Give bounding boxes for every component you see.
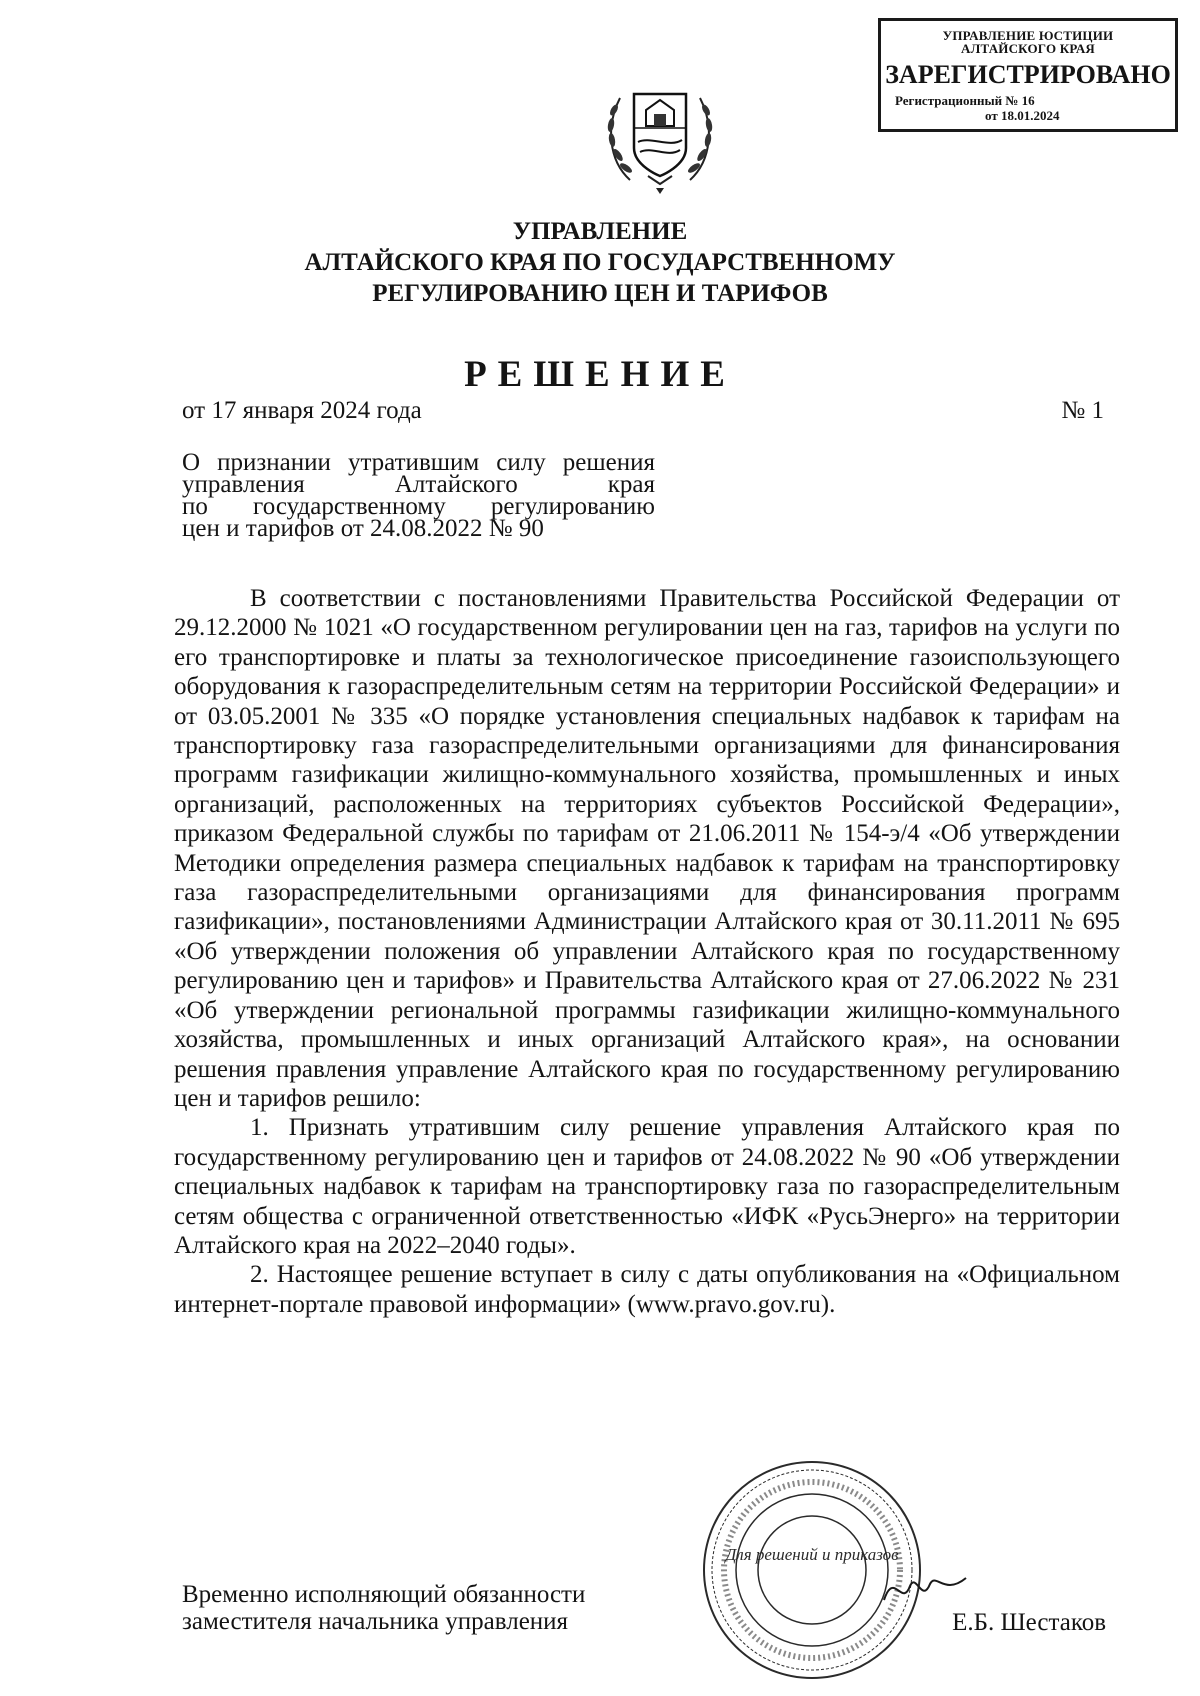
subject-line-4: цен и тарифов от 24.08.2022 № 90 xyxy=(182,515,544,542)
signer-position-line-1: Временно исполняющий обязанности xyxy=(182,1581,586,1608)
stamp-status: ЗАРЕГИСТРИРОВАНО xyxy=(885,60,1171,89)
agency-line-2: АЛТАЙСКОГО КРАЯ ПО ГОСУДАРСТВЕННОМУ xyxy=(304,249,896,276)
decision-item-2: 2. Настоящее решение вступает в силу с даты опубликования на «Официальном интернет-портале правовой информации» (www.pravo.gov.ru). xyxy=(174,1261,1120,1318)
preamble-paragraph: В соответствии с постановлениями Правительства Российской Федерации от 29.12.2000 № 1021 «О государственном регулировании цен на газ, тарифов на услуги по его транспортировке и платы за технологическое присоединение газоиспользующего оборудования к газораспределительным сетям на территории Российской Федерации» и от 03.05.2001 № 335 «О порядке установления специальных надбавок к тарифам на транспортировку газа газораспределительными организациями для финансирования программ газификации жилищно-коммунального хозяйства, промышленных и иных организаций, расположенных на территориях субъектов Российской Федерации», приказом Федеральной службы по тарифам от 21.06.2011 № 154-э/4 «Об утверждении Методики определения размера специальных надбавок к тарифам на транспортировку газа газораспределительными организациями для финансирования программ газификации», постановлениями Администрации Алтайского края от 30.11.2011 № 695 «Об утверждении положения об управлении Алтайского края по государственному регулированию цен и тарифов» и Правительства Алтайского края от 27.06.2022 № 231 «Об утверждении региональной программы газификации жилищно-коммунального хозяйства, промышленных и иных организаций Алтайского края», на основании решения правления управление Алтайского края по государственному регулированию цен и тарифов решило: xyxy=(174,585,1120,1112)
agency-line-1: УПРАВЛЕНИЕ xyxy=(512,218,688,245)
agency-line-3: РЕГУЛИРОВАНИЮ ЦЕН И ТАРИФОВ xyxy=(372,280,828,307)
stamp-organization-line-2: АЛТАЙСКОГО КРАЯ xyxy=(961,41,1095,56)
document-number: № 1 xyxy=(1061,397,1104,424)
seal-text: Для решений и приказов xyxy=(725,1545,899,1564)
agency-name xyxy=(0,216,1200,309)
document-subject xyxy=(182,449,655,542)
handwritten-signature-icon xyxy=(880,1560,970,1615)
signer-position xyxy=(182,1581,585,1635)
decision-item-1: 1. Признать утратившим силу решение управления Алтайского края по государственному регулированию цен и тарифов от 24.08.2022 № 90 «Об утверждении специальных надбавок к тарифам на транспортировку газа по газораспределительным сетям общества с ограниченной ответственностью «ИФК «РусьЭнерго» на территории Алтайского края на 2022–2040 годы». xyxy=(174,1114,1120,1259)
signer-position-line-2: заместителя начальника управления xyxy=(182,1608,569,1635)
subject-line-3: по государственному регулированию xyxy=(182,493,655,520)
altai-krai-coat-of-arms-icon xyxy=(600,70,720,196)
subject-line-1: О признании утратившим силу решения xyxy=(182,449,655,476)
stamp-organization-line-1: УПРАВЛЕНИЕ ЮСТИЦИИ xyxy=(942,28,1114,43)
document-type: РЕШЕНИЕ xyxy=(464,354,736,395)
stamp-reg-date: от 18.01.2024 xyxy=(985,108,1060,123)
stamp-reg-number: Регистрационный № 16 xyxy=(895,93,1035,108)
document-body xyxy=(174,584,1120,1319)
subject-line-2: управления Алтайского края xyxy=(182,471,655,498)
document-date: от 17 января 2024 года xyxy=(182,397,422,424)
signer-name: Е.Б. Шестаков xyxy=(952,1609,1106,1636)
registration-stamp xyxy=(878,18,1178,132)
